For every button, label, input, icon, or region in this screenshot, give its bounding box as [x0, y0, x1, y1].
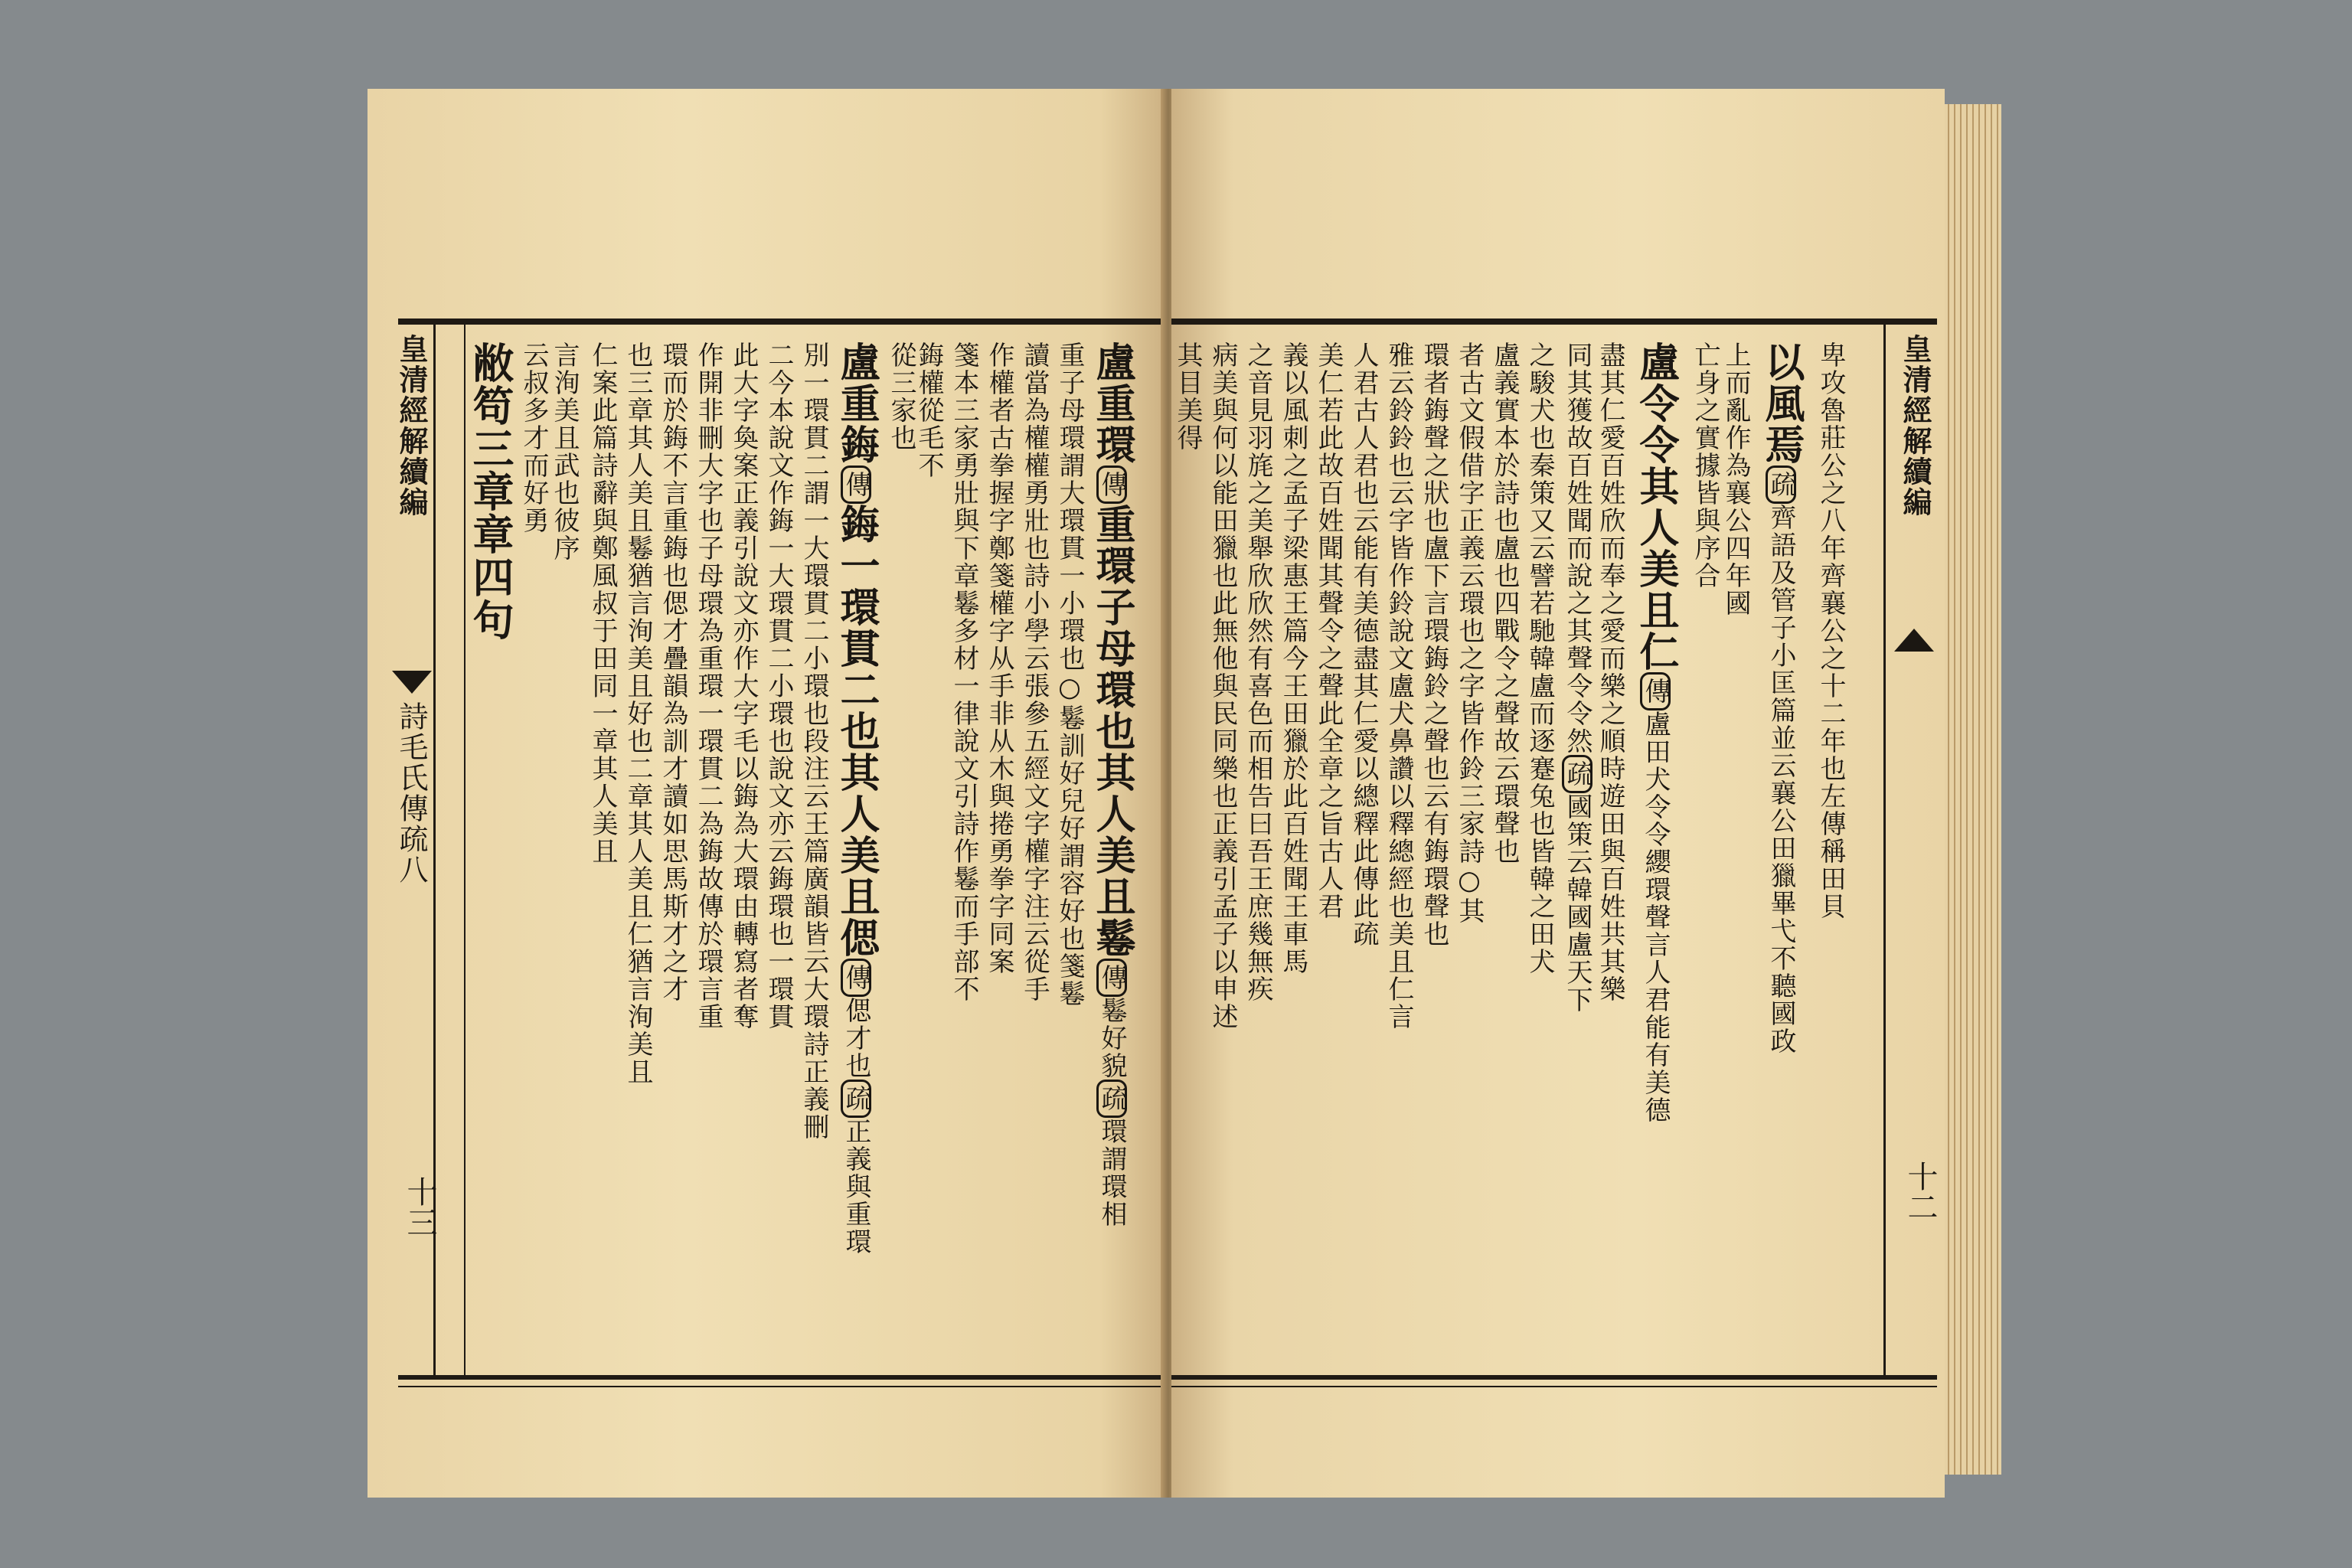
stanza-heading: 敝笱三章章四句 [466, 341, 515, 642]
commentary-mark: 疏 [841, 1080, 871, 1118]
note-column: 二今本說文作鋂一大環貫二小環也說文亦云鋂環也一環貫 [763, 341, 794, 1031]
note-column: 從三家也 [886, 341, 916, 452]
note-column: 仁案此篇詩辭與鄭風叔于田同一章其人美且 [587, 341, 618, 865]
note-column: 盡其仁愛百姓欣而奉之愛而樂之順時遊田與百姓共其樂 [1595, 341, 1625, 1003]
note-column: 箋本三家勇壯與下章鬈多材一律說文引詩作鬈而手部不 [949, 341, 979, 1003]
commentary-mark: 傳 [1640, 672, 1671, 710]
note-text: 正義與重環 [841, 1118, 871, 1256]
commentary-mark: 疏 [1562, 755, 1592, 793]
ear-divider [464, 325, 466, 1375]
note-column: 其目美得 [1172, 341, 1203, 452]
note-column: 雅云鈴鈴也云字皆作鈴說文盧犬鼻讚以釋總經也美且仁言 [1383, 341, 1414, 1031]
note-column: 也三章其人美且鬈猶言洵美且好也二章其人美且仁猶言洵美且 [622, 341, 653, 1086]
note-column: 者古文假借字正義云環也之字皆作鈴三家詩○其 [1454, 341, 1485, 925]
commentary-mark: 疏 [1096, 1080, 1127, 1118]
note-column: 上而亂作為襄公四年國 [1720, 341, 1751, 617]
main-text: 盧重鋂 [833, 341, 880, 466]
main-text-column [1632, 341, 1679, 1367]
commentary-mark: 傳 [841, 959, 871, 997]
note-column: 亡身之實據皆與序合 [1690, 341, 1720, 590]
note-column: 此大字奐案正義引說文亦作大字毛以鋂為大環由轉寫者奪 [728, 341, 759, 1031]
note-text: 國策云韓國盧天下 [1562, 793, 1592, 1014]
note-column: 美仁若此故百姓聞其聲令之聲此全章之旨古人君 [1313, 341, 1344, 920]
commentary-mark: 傳 [1096, 959, 1127, 997]
note-column: 別一環貫二謂一大環貫二小環也段注云王篇廣韻皆云大環詩正義刪 [799, 341, 829, 1141]
ear-title: 皇清經解續編 [394, 334, 429, 518]
note-column: 環而於鋂不言重鋂也偲才疊韻為訓才讀如思馬斯才之才 [658, 341, 688, 1003]
note-column: 作開非刪大字也子母環為重環一環貫二為鋂故傳於環言重 [693, 341, 724, 1031]
note-column: 義以風刺之孟子梁惠王篇今王田獵於此百姓聞王車馬 [1278, 341, 1308, 975]
bottom-rule-thin [398, 1386, 1171, 1387]
commentary-mark: 傳 [841, 466, 871, 504]
bottom-rule [1171, 1375, 1937, 1380]
main-text: 盧重環 [1089, 341, 1135, 466]
main-text: 盧令令其人美且仁 [1632, 341, 1679, 672]
note-text: 盧田犬令令纓環聲言人君能有美德 [1640, 710, 1671, 1124]
ear-divider [1883, 325, 1886, 1375]
fish-tail-mark [1894, 629, 1934, 652]
bottom-rule-thin [1171, 1386, 1937, 1387]
note-column: 環者鋂聲之狀也盧下言環鋂鈴之聲也云有鋂環聲也 [1419, 341, 1449, 948]
note-text: 齊語及管子小匡篇並云襄公田獵畢弋不聽國政 [1766, 504, 1796, 1055]
note-column: 鋂權從毛不 [913, 341, 944, 479]
note-column: 之音見羽旄之美舉欣欣然有喜色而相告曰吾王庶幾無疾 [1243, 341, 1273, 1003]
note-column [1562, 341, 1592, 1367]
note-column: 云叔多才而好勇 [518, 341, 549, 534]
note-column: 之駿犬也秦策又云譬若馳韓盧而逐蹇兔也皆韓之田犬 [1524, 341, 1555, 975]
main-text-column [1758, 341, 1805, 1367]
right-page [1171, 89, 1945, 1498]
note-column: 讀當為權權勇壯也詩小學云張參五經文字權字注云從手 [1019, 341, 1050, 1003]
left-page [368, 89, 1164, 1498]
top-rule [1171, 318, 1937, 325]
note-text: 環謂環相 [1096, 1118, 1127, 1228]
ear-title: 皇清經解續編 [1898, 334, 1932, 518]
main-text-column [833, 341, 880, 1367]
bottom-rule [398, 1375, 1171, 1380]
note-text: 偲才也 [841, 997, 871, 1080]
ear-section: 詩毛氏傳疏八 [394, 701, 428, 885]
commentary-mark: 傳 [1096, 466, 1127, 504]
fish-tail-mark [392, 671, 432, 694]
main-text-column [1089, 341, 1135, 1367]
note-column: 重子母環謂大環貫一小環也○鬈訓好兒好謂容好也箋鬈 [1054, 341, 1085, 1008]
main-text: 鋂一環貫二也其人美且偲 [833, 504, 880, 959]
note-column: 作權者古拳握字鄭箋權字从手非从木與捲勇拳字同案 [984, 341, 1014, 975]
folio-number: 十三 [402, 1176, 437, 1237]
note-column: 病美與何以能田獵也此無他與民同樂也正義引孟子以申述 [1207, 341, 1238, 1031]
book-spread [360, 74, 2020, 1513]
note-text: 同其獲故百姓聞而說之其聲令令然 [1562, 341, 1592, 755]
note-column: 人君古人君也云能有美德盡其仁愛以總釋此傳此疏 [1348, 341, 1379, 948]
page-edges [1937, 104, 2001, 1475]
note-column: 卑攻魯莊公之八年齊襄公之十二年也左傳稱田貝 [1815, 341, 1846, 920]
top-rule [398, 318, 1171, 325]
main-text: 重環子母環也其人美且鬈 [1089, 504, 1135, 959]
folio-number: 十二 [1903, 1161, 1938, 1222]
main-text: 以風焉 [1758, 341, 1805, 466]
note-column: 盧義實本於詩也盧也四戰令之聲故云環聲也 [1489, 341, 1520, 865]
commentary-mark: 疏 [1766, 466, 1796, 504]
note-column: 言洵美且武也彼序 [549, 341, 580, 562]
note-text: 鬈好貌 [1096, 997, 1127, 1080]
